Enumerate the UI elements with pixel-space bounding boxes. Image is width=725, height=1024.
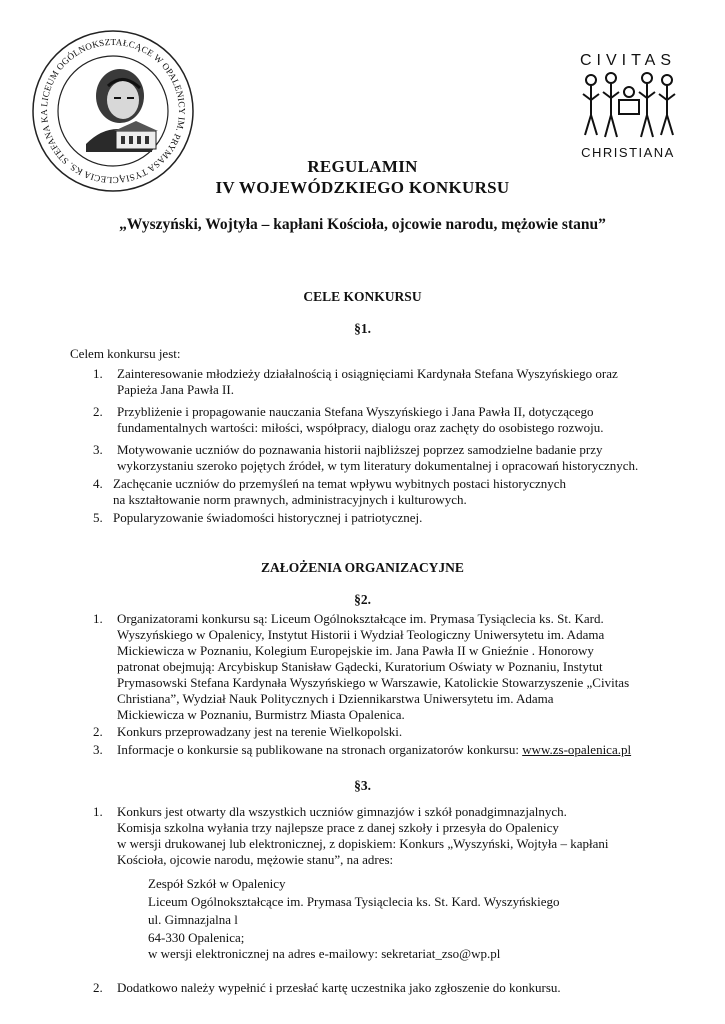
seal-ring-text: LICEUM OGÓLNOKSZTAŁCĄCE W OPALENICY IM. PRYMASA TYSIĄCLECIA KS. STEFANA KA: [38, 36, 188, 186]
civitas-top-text: CIVITAS: [579, 52, 677, 69]
section-heading-cele: CELE KONKURSU: [303, 289, 422, 304]
civitas-bottom-text: CHRISTIANA: [581, 145, 675, 160]
civitas-christiana-logo: [577, 52, 679, 164]
section-heading-zalozenia: ZAŁOŻENIA ORGANIZACYJNE: [261, 560, 464, 575]
title-line-1: REGULAMIN: [307, 157, 418, 176]
figures-group-icon: [577, 70, 679, 142]
paragraph-3-mark: §3.: [354, 778, 371, 793]
competition-subtitle: „Wyszyński, Wojtyła – kapłani Kościoła, ojcowie narodu, mężowie stanu”: [119, 216, 606, 233]
website-link[interactable]: www.zs-opalenica.pl: [522, 742, 632, 757]
paragraph-2-mark: §2.: [354, 592, 371, 607]
cele-intro: Celem konkursu jest:: [70, 346, 181, 361]
title-line-2: IV WOJEWÓDZKIEGO KONKURSU: [215, 178, 510, 197]
paragraph-1-mark: §1.: [354, 321, 371, 336]
